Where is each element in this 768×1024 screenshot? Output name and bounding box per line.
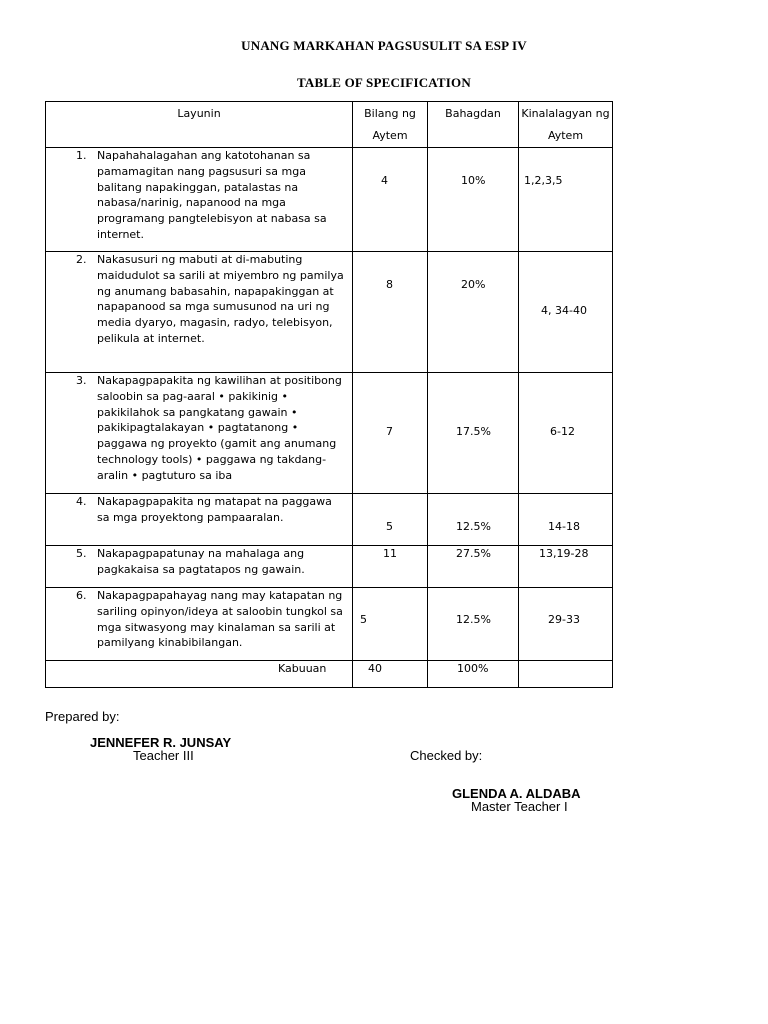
table-row <box>46 148 613 252</box>
total-label: Kabuuan <box>278 662 327 675</box>
percentage: 27.5% <box>456 547 491 560</box>
item-location: 6-12 <box>550 425 575 438</box>
row-number: 3. <box>76 374 87 387</box>
total-percentage: 100% <box>457 662 489 675</box>
checked-by-label: Checked by: <box>410 748 483 763</box>
item-count: 11 <box>383 547 397 560</box>
item-location-cell <box>519 588 613 661</box>
percentage-cell <box>428 494 519 546</box>
total-row <box>46 661 613 688</box>
item-location: 13,19-28 <box>539 547 589 560</box>
percentage-cell <box>428 148 519 252</box>
total-count-cell <box>353 661 428 688</box>
percentage-cell <box>428 252 519 373</box>
objective-text: Nakapagpapakita ng matapat na paggawa sa mga proyektong pampaaralan. <box>97 495 332 524</box>
specification-table <box>45 101 613 688</box>
table-header-row <box>46 102 613 148</box>
item-count: 4 <box>381 174 388 187</box>
item-count-cell <box>353 252 428 373</box>
table-row <box>46 546 613 588</box>
column-header-bahagdan: Bahagdan <box>428 102 519 148</box>
row-number: 1. <box>76 149 87 162</box>
item-count: 5 <box>386 520 393 533</box>
item-location-cell <box>519 252 613 373</box>
item-location-cell <box>519 373 613 494</box>
document-subtitle: TABLE OF SPECIFICATION <box>297 75 471 90</box>
total-location-cell <box>519 661 613 688</box>
item-location-cell <box>519 494 613 546</box>
objective-cell <box>46 148 353 252</box>
column-header-kinalalagyan: Kinalalagyan ng Aytem <box>519 102 613 148</box>
item-location: 1,2,3,5 <box>524 174 563 187</box>
objective-cell <box>46 546 353 588</box>
item-location-cell <box>519 546 613 588</box>
item-count: 5 <box>360 613 367 626</box>
objective-text: Nakapagpapatunay na mahalaga ang pagkakaisa sa pagtatapos ng gawain. <box>97 547 305 576</box>
item-count-cell <box>353 373 428 494</box>
objective-cell <box>46 494 353 546</box>
item-location: 4, 34-40 <box>541 304 587 317</box>
row-number: 6. <box>76 589 87 602</box>
percentage: 12.5% <box>456 520 491 533</box>
item-location: 29-33 <box>548 613 580 626</box>
item-location: 14-18 <box>548 520 580 533</box>
row-number: 2. <box>76 253 87 266</box>
item-count-cell <box>353 546 428 588</box>
percentage: 20% <box>461 278 486 291</box>
table-row <box>46 494 613 546</box>
percentage-cell <box>428 546 519 588</box>
percentage-cell <box>428 588 519 661</box>
objective-text: Napahahalagahan ang katotohanan sa pamamagitan nang pagsusuri sa mga balitang napakinggan, patalastas na nabasa/narinig, napanood na mga programang pangtelebisyon at nabasa sa internet. <box>97 149 327 241</box>
table-row <box>46 588 613 661</box>
objective-cell <box>46 252 353 373</box>
objective-text: Nakapagpapakita ng kawilihan at positibong saloobin sa pag-aaral • pakikinig • pakikilahok sa pangkatang gawain • pakikipagtalakayan • pagtatanong • paggawa ng proyekto (gamit ang anumang technology tools) • paggawa ng takdang-aralin • pagtuturo sa iba <box>97 374 342 482</box>
table-row <box>46 252 613 373</box>
item-count-cell <box>353 588 428 661</box>
row-number: 5. <box>76 547 87 560</box>
percentage: 17.5% <box>456 425 491 438</box>
objective-cell <box>46 588 353 661</box>
row-number: 4. <box>76 495 87 508</box>
objective-text: Nakasusuri ng mabuti at di-mabuting maidudulot sa sarili at miyembro ng pamilya ng anumang babasahin, napapakinggan at napapanood sa mga sumusunod na uri ng media dyaryo, magasin, radyo, telebisyon, pelikula at internet. <box>97 253 344 345</box>
item-count-cell <box>353 494 428 546</box>
total-label-cell <box>46 661 353 688</box>
column-header-bilang: Bilang ng Aytem <box>353 102 428 148</box>
checker-name: GLENDA A. ALDABA <box>452 786 581 801</box>
item-count: 8 <box>386 278 393 291</box>
column-header-layunin: Layunin <box>46 102 353 148</box>
document-title: UNANG MARKAHAN PAGSUSULIT SA ESP IV <box>241 38 527 53</box>
preparer-name: JENNEFER R. JUNSAY <box>90 735 232 750</box>
item-count-cell <box>353 148 428 252</box>
total-count: 40 <box>368 662 382 675</box>
total-percentage-cell <box>428 661 519 688</box>
item-location-cell <box>519 148 613 252</box>
percentage: 12.5% <box>456 613 491 626</box>
percentage: 10% <box>461 174 486 187</box>
table-row <box>46 373 613 494</box>
item-count: 7 <box>386 425 393 438</box>
checker-title: Master Teacher I <box>471 799 568 814</box>
percentage-cell <box>428 373 519 494</box>
preparer-title: Teacher III <box>133 748 194 763</box>
prepared-by-label: Prepared by: <box>45 709 120 724</box>
objective-text: Nakapagpapahayag nang may katapatan ng sariling opinyon/ideya at saloobin tungkol sa mga sitwasyong may kinalaman sa sarili at pamilyang kinabibilangan. <box>97 589 343 650</box>
objective-cell <box>46 373 353 494</box>
